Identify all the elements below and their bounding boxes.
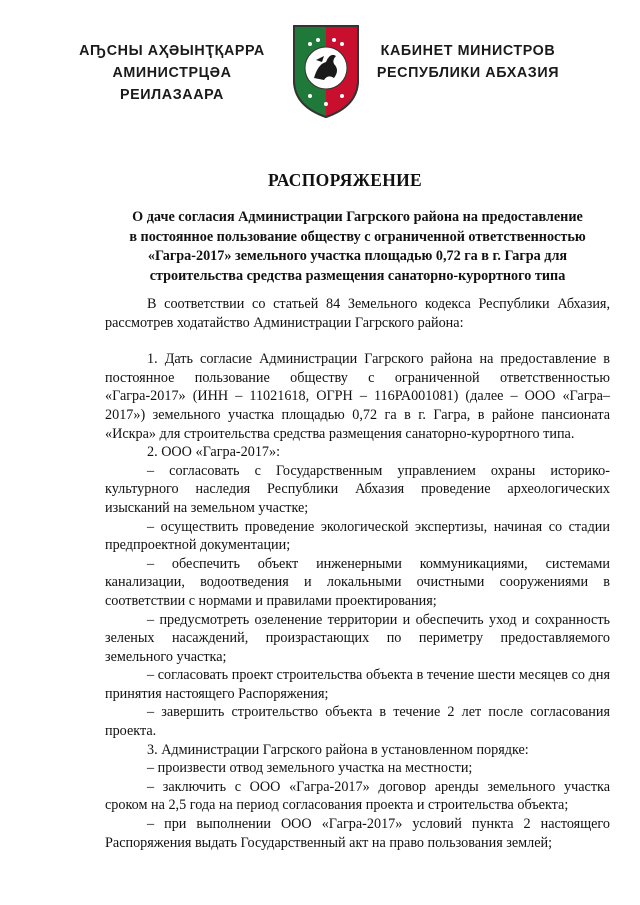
subject-line: в постоянное пользование обществу с ограниченной ответственностью bbox=[129, 228, 586, 245]
clause-3-item: – заключить с ООО «Гагра-2017» договор аренды земельного участка сроком на 2,5 года на период согласования проекта и строительства объекта; bbox=[105, 778, 610, 814]
document-subject bbox=[105, 208, 610, 286]
subject-line: строительства средства размещения санаторно-курортного типа bbox=[149, 267, 566, 284]
header-abkhaz-line2: АМИНИСТРЦӘА РЕИЛАЗААРА bbox=[112, 65, 232, 103]
clause-3-item: – при выполнении ООО «Гагра-2017» условий пункта 2 настоящего Распоряжения выдать Государственный акт на право пользования землей; bbox=[105, 816, 610, 851]
header-abkhaz bbox=[62, 40, 282, 106]
clause-3: 3. Администрации Гагрского района в установленном порядке: bbox=[147, 741, 529, 758]
subject-line: О даче согласия Администрации Гагрского района на предоставление bbox=[132, 209, 583, 225]
clause-2-item: – предусмотреть озеленение территории и обеспечить уход и сохранность зеленых насаждений, произрастающих по периметру предоставляемого земельного участка; bbox=[105, 611, 610, 665]
clause-2-item: – согласовать проект строительства объекта в течение шести месяцев со дня принятия настоящего Распоряжения; bbox=[105, 667, 610, 702]
clause-3-item: – произвести отвод земельного участка на местности; bbox=[147, 760, 473, 777]
header-russian-line1: КАБИНЕТ МИНИСТРОВ bbox=[380, 43, 556, 59]
document-title: РАСПОРЯЖЕНИЕ bbox=[267, 170, 422, 190]
clause-1: 1. Дать согласие Администрации Гагрского района на предоставление в постоянное пользование обществу с ограниченной ответственностью «Гагра-2017» (ИНН – 11021618, ОГРН – 116РА001081) (далее – ООО «Гагра–2017») земельного участка площадью 0,72 га в г. Гагра, в районе пансионата «Искра» для строительства средства размещения санаторно-курортного типа. bbox=[105, 351, 610, 442]
header-russian-line2: РЕСПУБЛИКИ АБХАЗИЯ bbox=[376, 65, 560, 81]
header-abkhaz-line1: АҦСНЫ АҲӘЫНҬҚАРРА bbox=[79, 43, 265, 59]
clause-2-item: – завершить строительство объекта в течение 2 лет после согласования проекта. bbox=[105, 704, 610, 740]
clause-2-item: – согласовать с Государственным управлением охраны историко-культурного наследия Республики Абхазия проведение археологических изысканий на земельном участке; bbox=[105, 462, 610, 516]
intro-paragraph: В соответствии со статьей 84 Земельного кодекса Республики Абхазия, рассмотрев ходатайство Администрации Гагрского района: bbox=[105, 296, 610, 331]
clause-2-item: – обеспечить объект инженерными коммуникациями, системами канализации, водоотведения и локальными очистными сооружениями в соответствии с нормами и правилами проектирования; bbox=[105, 555, 610, 609]
document-body bbox=[105, 295, 610, 852]
header-russian bbox=[368, 40, 568, 84]
clause-2: 2. ООО «Гагра-2017»: bbox=[147, 444, 281, 461]
clause-2-item: – осуществить проведение экологической экспертизы, начиная со стадии предпроектной документации; bbox=[105, 518, 610, 554]
coat-of-arms-icon bbox=[290, 22, 362, 120]
subject-line: «Гагра-2017» земельного участка площадью 0,72 га в г. Гагра для bbox=[147, 248, 568, 264]
